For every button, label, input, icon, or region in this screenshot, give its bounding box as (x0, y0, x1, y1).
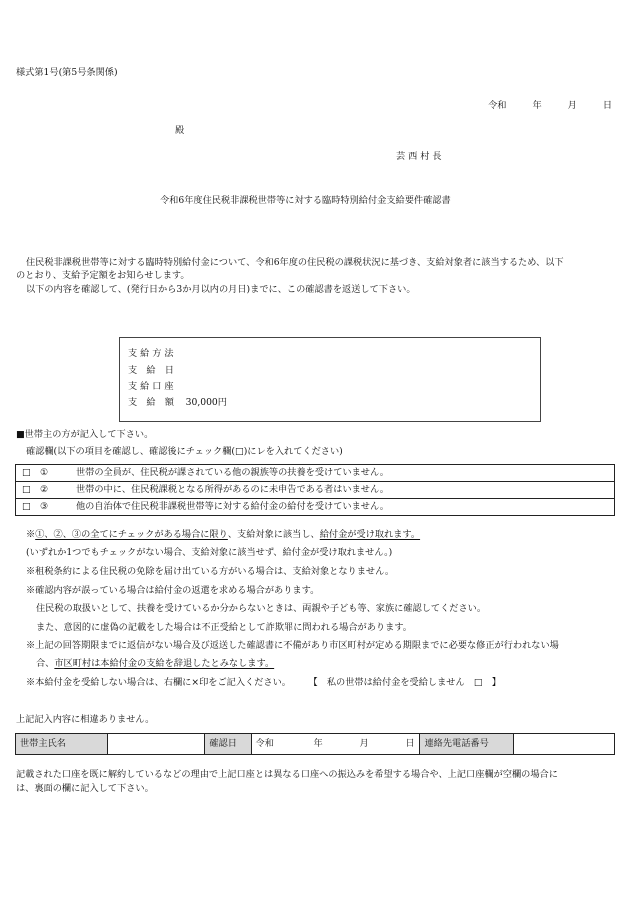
date-era: 令和 (255, 738, 274, 750)
payment-date-label: 支 給 日 (128, 365, 174, 376)
addressee-suffix: 殿 (175, 125, 185, 136)
bottom-note-line-1: 記載された口座を既に解約しているなどの理由で上記口座とは異なる口座への振込みを希望する場合や、上記口座欄が空欄の場合に (16, 769, 558, 780)
note-text: 、支給対象に該当し、 (227, 529, 320, 540)
note-underlined: 給付金が受け取れます。 (319, 529, 421, 540)
issue-date (488, 100, 612, 112)
note-decline (26, 677, 501, 689)
check-number: ② (40, 484, 49, 496)
section-heading: ■世帯主の方が記入して下さい。 (16, 429, 154, 440)
issuer: 芸 西 村 長 (396, 151, 442, 162)
note-text: ※本給付金を受給しない場合は、右欄に×印をご記入ください。 (26, 677, 291, 688)
page-title: 令和6年度住民税非課税世帯等に対する臨時特別給付金支給要件確認書 (160, 195, 451, 206)
confirmation-table (15, 733, 615, 755)
date-day: 日 (405, 738, 415, 750)
intro-line-3: 以下の内容を確認して、(発行日から3か月以内の月日)までに、この確認書を返送して下さい。 (26, 284, 416, 295)
date-month: 月 (567, 100, 577, 111)
note-no-check: (いずれか1つでもチェックがない場合、支給対象に該当せず、給付金が受け取れません。) (26, 547, 393, 558)
intro-line-2: のとおり、支給予定額をお知らせします。 (16, 270, 190, 281)
checkbox-3[interactable]: □ (22, 501, 31, 513)
date-year: 年 (313, 738, 323, 750)
checklist-table (15, 464, 615, 516)
checklist-row (16, 499, 615, 516)
phone-label: 連絡先電話番号 (420, 734, 513, 755)
head-name-label: 世帯主氏名 (16, 734, 108, 755)
check-text: 世帯の全員が、住民税が課されている他の親族等の扶養を受けていません。 (76, 467, 389, 479)
phone-field[interactable] (513, 734, 614, 755)
payment-amount-label: 支 給 額 (128, 397, 174, 408)
date-month: 月 (359, 738, 369, 750)
note-mark: ※ (26, 529, 36, 540)
note-fraud: また、意図的に虚偽の記載をした場合は不正受給として詐欺罪に問われる場合があります。 (36, 622, 412, 633)
note-eligibility (26, 529, 420, 541)
check-instruction: 確認欄(以下の項目を確認し、確認後にチェック欄(□)にレを入れてください) (26, 446, 343, 457)
checklist-row (16, 465, 615, 482)
checkbox-1[interactable]: □ (22, 467, 31, 479)
head-name-field[interactable] (107, 734, 205, 755)
check-text: 世帯の中に、住民税課税となる所得があるのに未申告である者はいません。 (76, 484, 389, 496)
confirm-date-field[interactable] (251, 734, 420, 755)
decline-checkbox[interactable]: 【 私の世帯は給付金を受給しません □ 】 (308, 677, 501, 688)
intro-line-1: 住民税非課税世帯等に対する臨時特別給付金について、令和6年度の住民税の課税状況に基づき、支給対象者に該当するため、以下 (26, 257, 564, 268)
form-number: 様式第1号(第5号条関係) (16, 67, 118, 78)
date-day: 日 (602, 100, 612, 111)
note-deadline: ※上記の回答期限までに返信がない場合及び返送した確認書に不備があり市区町村が定める期限までに必要な修正が行われない場 (26, 640, 559, 651)
date-year: 年 (532, 100, 542, 111)
check-number: ① (40, 467, 49, 479)
bottom-note-line-2: は、裏面の欄に記入して下さい。 (16, 783, 154, 794)
confirm-date-label: 確認日 (205, 734, 251, 755)
note-tax-treaty: ※租税条約による住民税の免除を届け出ている方がいる場合は、支給対象となりません。 (26, 566, 395, 577)
note-refund: ※確認内容が誤っている場合は給付金の返還を求める場合があります。 (26, 585, 320, 596)
check-text: 他の自治体で住民税非課税世帯等に対する給付金の給付を受けていません。 (76, 501, 389, 513)
payment-amount-row (128, 397, 227, 409)
payment-amount-value: 30,000円 (185, 397, 227, 408)
payment-method-label: 支 給 方 法 (128, 348, 174, 359)
payment-account-label: 支 給 口 座 (128, 381, 174, 392)
note-text: 合、 (36, 658, 55, 669)
payment-info-box (119, 337, 541, 422)
note-dependents: 住民税の取扱いとして、扶養を受けているか分からないときは、両親や子ども等、家族に確認してください。 (36, 603, 487, 614)
date-era: 令和 (488, 100, 507, 111)
note-underlined: ①、②、③の全てにチェックがある場合に限り (35, 529, 228, 540)
note-underlined: 市区町村は本給付金の支給を辞退したとみなします。 (54, 658, 275, 669)
checkbox-2[interactable]: □ (22, 484, 31, 496)
check-number: ③ (40, 501, 49, 513)
confirm-statement: 上記記入内容に相違ありません。 (16, 714, 155, 725)
checklist-row (16, 482, 615, 499)
note-decline-assumed (36, 658, 274, 670)
